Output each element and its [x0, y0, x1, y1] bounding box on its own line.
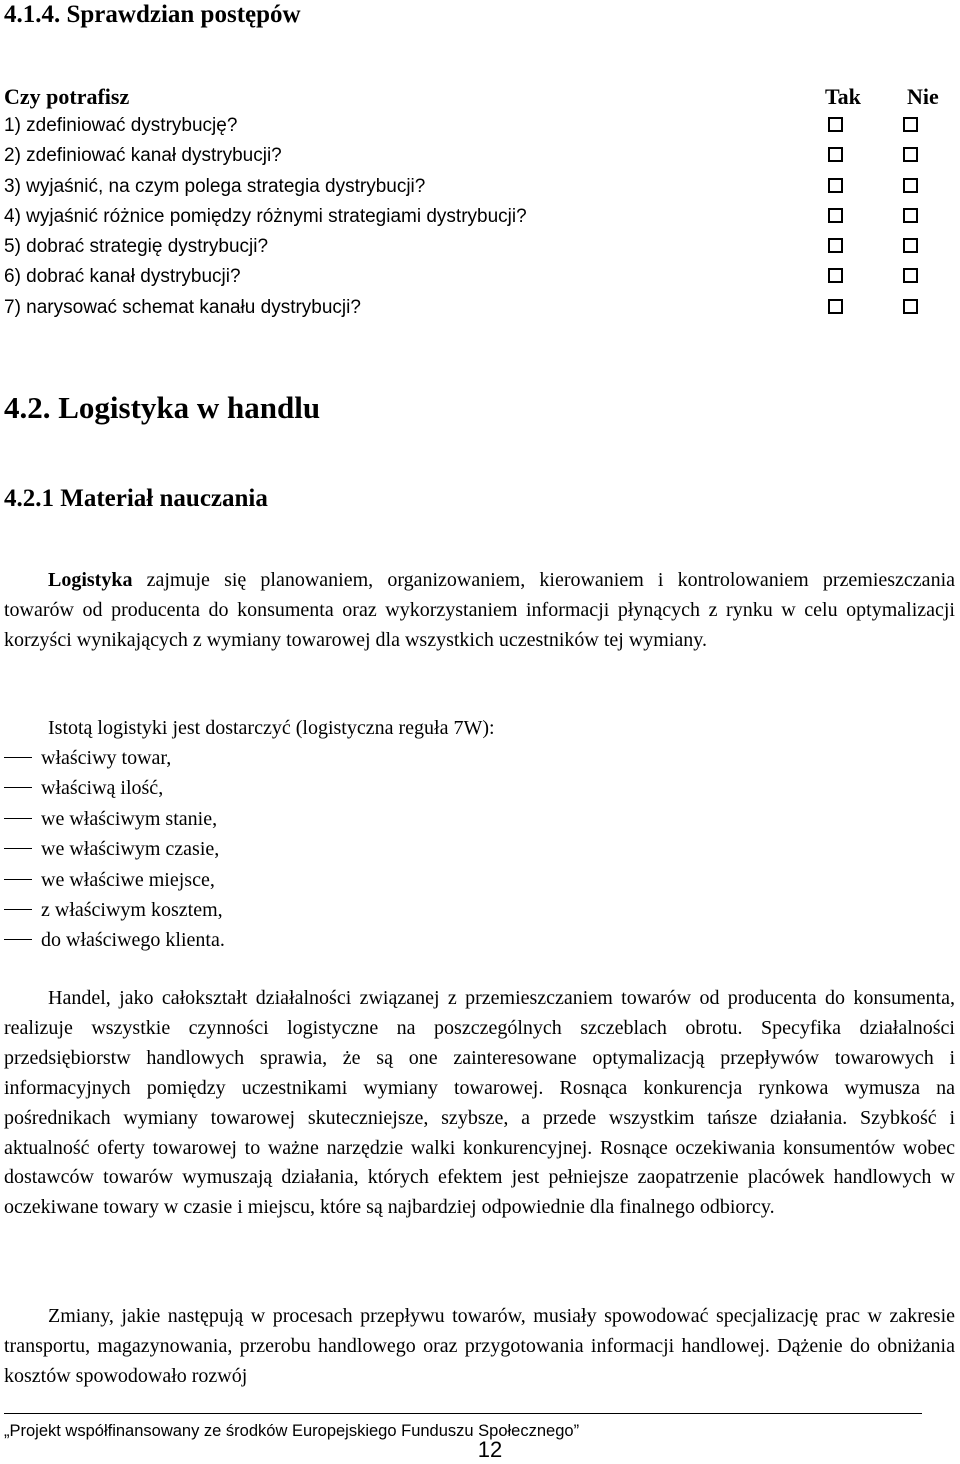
rules-intro: Istotą logistyki jest dostarczyć (logistyczna reguła 7W): — [48, 717, 495, 739]
quiz-question-row — [4, 232, 954, 262]
footer-divider — [4, 1413, 922, 1414]
quiz-question-text: 6) dobrać kanał dystrybucji? — [4, 266, 241, 288]
defined-term: Logistyka — [48, 569, 133, 591]
list-item — [4, 773, 225, 803]
yes-checkbox[interactable] — [828, 238, 843, 253]
subsection-title: 4.2.1 Materiał nauczania — [4, 485, 268, 512]
dash-bullet-icon — [4, 787, 32, 788]
quiz-question-row — [4, 262, 954, 292]
quiz-question-text: 1) zdefiniować dystrybucję? — [4, 115, 238, 136]
rule-text: we właściwym czasie, — [41, 838, 220, 861]
yes-checkbox[interactable] — [828, 208, 843, 223]
list-item — [4, 804, 225, 834]
quiz-intro: Czy potrafisz — [4, 84, 130, 109]
definition-text: zajmuje się planowaniem, organizowaniem, kierowaniem i kontrolowaniem przemieszczania towarów od producenta do konsumenta oraz wykorzystaniem informacji płynących z rynku w celu optymalizacji korzyści wynikających z wymiany towarowej dla wszystkich uczestników tej wymiany. — [4, 569, 955, 651]
rule-text: właściwy towar, — [41, 747, 172, 769]
yes-checkbox[interactable] — [828, 299, 843, 314]
trade-logistics-paragraph: Handel, jako całokształt działalności związanej z przemieszczaniem towarów od producenta do konsumenta, realizuje wszystkie czynności logistyczne na poszczególnych szczeblach obrotu. Specyfika działalności przedsiębiorstw handlowych sprawia, że są one zainteresowane optymalizacją przepływów towarowych i informacyjnych pomiędzy uczestnikami wymiany towarowej. Rosnąca konkurencja rynkowa wymusza na pośrednikach wymiany towarowej skuteczniejsze, szybsze, a przede wszystkim tańsze działania. Szybkość i aktualność oferty towarowej to ważne narzędzie walki konkurencyjnej. Rosnące oczekiwania konsumentów wobec dostawców towarów wymuszają działania, których efektem jest pełniejsze zaopatrzenie placówek handlowych w oczekiwane towary w czasie i miejscu, które są najbardziej odpowiednie dla finalnego odbiorcy. — [4, 987, 955, 1219]
list-item — [4, 895, 225, 925]
list-item — [4, 834, 225, 864]
rule-text: z właściwym kosztem, — [41, 898, 223, 921]
quiz-question-row — [4, 202, 954, 232]
no-checkbox[interactable] — [903, 178, 918, 193]
rule-text: właściwą ilość, — [41, 777, 164, 800]
quiz-question-text: 7) narysować schemat kanału dystrybucji? — [4, 296, 361, 318]
section-title: 4.1.4. Sprawdzian postępów — [4, 1, 301, 28]
chapter-title: 4.2. Logistyka w handlu — [4, 390, 321, 425]
yes-checkbox[interactable] — [828, 178, 843, 193]
quiz-question-row — [4, 293, 954, 323]
dash-bullet-icon — [4, 909, 32, 910]
dash-bullet-icon — [4, 757, 32, 758]
quiz-question-text: 2) zdefiniować kanał dystrybucji? — [4, 145, 282, 167]
footer-text: „Projekt współfinansowany ze środków Europejskiego Funduszu Społecznego” — [4, 1422, 580, 1440]
dash-bullet-icon — [4, 818, 32, 819]
quiz-question-row — [4, 141, 954, 171]
no-checkbox[interactable] — [903, 208, 918, 223]
quiz-header — [4, 82, 954, 112]
quiz-question-row — [4, 111, 954, 141]
no-checkbox[interactable] — [903, 117, 918, 132]
page-number: 12 — [477, 1437, 503, 1462]
column-yes-label: Tak — [825, 84, 861, 109]
logistics-definition-paragraph — [4, 566, 955, 656]
changes-paragraph: Zmiany, jakie następują w procesach przepływu towarów, musiały spowodować specjalizację prac w zakresie transportu, magazynowania, przerobu handlowego oraz przygotowania informacji handlowej. Dążenie do obniżania kosztów spowodowało rozwój — [4, 1305, 955, 1387]
dash-bullet-icon — [4, 879, 32, 880]
dash-bullet-icon — [4, 939, 32, 940]
quiz-question-list — [4, 111, 954, 323]
no-checkbox[interactable] — [903, 299, 918, 314]
rule-text: we właściwym stanie, — [41, 807, 218, 830]
yes-checkbox[interactable] — [828, 268, 843, 283]
quiz-question-text: 3) wyjaśnić, na czym polega strategia dystrybucji? — [4, 175, 426, 197]
rule-text: we właściwe miejsce, — [41, 868, 215, 891]
list-item — [4, 865, 225, 895]
quiz-question-text: 5) dobrać strategię dystrybucji? — [4, 236, 269, 258]
list-item — [4, 743, 225, 773]
quiz-question-row — [4, 172, 954, 202]
yes-checkbox[interactable] — [828, 117, 843, 132]
yes-checkbox[interactable] — [828, 147, 843, 162]
no-checkbox[interactable] — [903, 268, 918, 283]
column-no-label: Nie — [907, 84, 939, 109]
dash-bullet-icon — [4, 848, 32, 849]
rules-7w-list — [4, 743, 225, 956]
list-item — [4, 925, 225, 955]
no-checkbox[interactable] — [903, 147, 918, 162]
no-checkbox[interactable] — [903, 238, 918, 253]
rule-text: do właściwego klienta. — [41, 929, 225, 952]
quiz-question-text: 4) wyjaśnić różnice pomiędzy różnymi strategiami dystrybucji? — [4, 205, 527, 227]
